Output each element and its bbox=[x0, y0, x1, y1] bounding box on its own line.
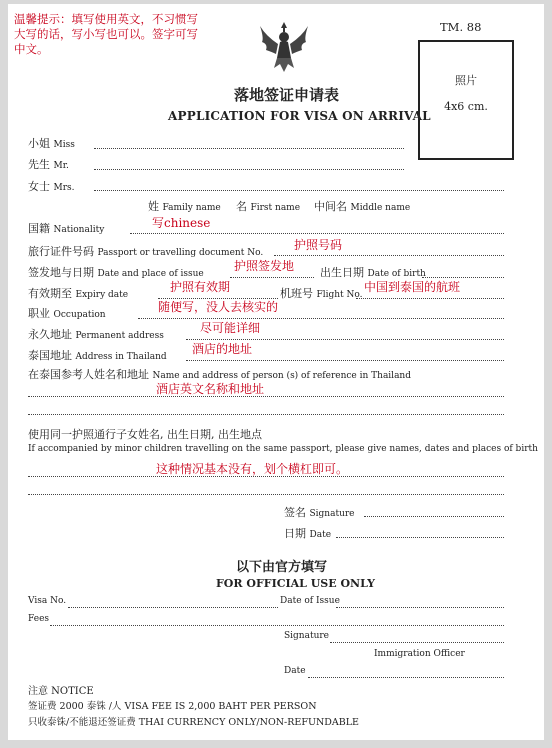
official-date-label: Date bbox=[284, 666, 306, 676]
nationality-field[interactable] bbox=[130, 233, 504, 234]
issue-field[interactable] bbox=[230, 277, 314, 278]
form-title-en: APPLICATION FOR VISA ON ARRIVAL bbox=[168, 109, 431, 123]
expiry-hint: 护照有效期 bbox=[170, 280, 231, 294]
signature-field[interactable] bbox=[364, 516, 504, 517]
issue-hint: 护照签发地 bbox=[234, 259, 295, 273]
passport-hint: 护照号码 bbox=[294, 238, 343, 252]
flight-field[interactable] bbox=[356, 298, 504, 299]
mr-field[interactable] bbox=[94, 169, 404, 170]
minor-children-field-line2[interactable] bbox=[28, 494, 504, 495]
notice-fee: 签证费 2000 泰铢 /人 VISA FEE IS 2,000 BAHT PER PERSON bbox=[28, 701, 317, 712]
visa-no-field[interactable] bbox=[68, 607, 278, 608]
mrs-field[interactable] bbox=[94, 190, 504, 191]
reference-field-line1[interactable] bbox=[28, 396, 504, 397]
official-date-field[interactable] bbox=[308, 677, 504, 678]
reference-hint: 酒店英文名称和地址 bbox=[156, 382, 265, 396]
date-of-issue-field[interactable] bbox=[336, 607, 504, 608]
tip-note-line: 中文。 bbox=[14, 42, 49, 56]
passport-field[interactable] bbox=[274, 255, 504, 256]
photo-size: 4x6 cm. bbox=[444, 100, 488, 113]
visa-no-label: Visa No. bbox=[28, 596, 67, 606]
birth-label: 出生日期 Date of birth bbox=[320, 266, 426, 279]
tip-note bbox=[14, 12, 274, 57]
middle-name-label: 中间名 Middle name bbox=[314, 200, 411, 213]
signature-label: 签名 Signature bbox=[284, 506, 355, 519]
fees-label: Fees bbox=[28, 614, 50, 624]
miss-field[interactable] bbox=[94, 148, 404, 149]
flight-label: 机班号 Flight No. bbox=[280, 287, 363, 300]
thailand-address-hint: 酒店的地址 bbox=[192, 342, 253, 356]
minor-children-label-cn: 使用同一护照通行子女姓名, 出生日期, 出生地点 bbox=[28, 428, 262, 441]
form-title-cn: 落地签证申请表 bbox=[234, 86, 340, 104]
occupation-field[interactable] bbox=[138, 318, 504, 319]
permanent-address-hint: 尽可能详细 bbox=[200, 321, 261, 335]
official-signature-label: Signature bbox=[284, 631, 330, 641]
nationality-label: 国籍 Nationality bbox=[28, 222, 105, 235]
photo-box bbox=[418, 40, 514, 160]
passport-label: 旅行证件号码 Passport or travelling document No. bbox=[28, 245, 264, 258]
date-label: 日期 Date bbox=[284, 527, 332, 540]
nationality-hint: 写chinese bbox=[152, 216, 211, 230]
tip-note-line: 温馨提示：填写使用英文，不习惯写 bbox=[14, 12, 198, 26]
immigration-officer-label: Immigration Officer bbox=[374, 649, 465, 659]
mr-label: 先生 Mr. bbox=[28, 158, 69, 171]
notice-title: 注意 NOTICE bbox=[28, 686, 94, 697]
visa-application-form bbox=[8, 4, 544, 740]
reference-field-line2[interactable] bbox=[28, 414, 504, 415]
date-field[interactable] bbox=[336, 537, 504, 538]
minor-children-label-en: If accompanied by minor children travelling on the same passport, please give names, dates and places of birth bbox=[28, 444, 538, 454]
photo-label: 照片 bbox=[455, 74, 477, 87]
flight-hint: 中国到泰国的航班 bbox=[364, 280, 461, 294]
minor-children-hint: 这种情况基本没有，划个横杠即可。 bbox=[156, 462, 349, 476]
permanent-address-label: 永久地址 Permanent address bbox=[28, 328, 164, 341]
occupation-label: 职业 Occupation bbox=[28, 307, 106, 320]
tip-note-line: 大写的话，写小写也可以。签字可写 bbox=[14, 27, 198, 41]
garuda-emblem-icon bbox=[258, 18, 310, 74]
form-number: TM. 88 bbox=[440, 20, 482, 34]
occupation-hint: 随便写，没人去核实的 bbox=[158, 300, 279, 314]
official-title-en: FOR OFFICIAL USE ONLY bbox=[216, 577, 375, 590]
reference-label: 在泰国参考人姓名和地址 Name and address of person (s) of reference in Thailand bbox=[28, 368, 411, 381]
family-name-label: 姓 Family name bbox=[148, 200, 221, 213]
official-signature-field[interactable] bbox=[330, 642, 504, 643]
issue-label: 签发地与日期 Date and place of issue bbox=[28, 266, 204, 279]
date-of-issue-label: Date of Issue bbox=[280, 596, 340, 606]
official-title-cn: 以下由官方填写 bbox=[236, 560, 328, 575]
fees-field[interactable] bbox=[50, 625, 504, 626]
thailand-address-field[interactable] bbox=[186, 360, 504, 361]
expiry-label: 有效期至 Expiry date bbox=[28, 287, 129, 300]
minor-children-field-line1[interactable] bbox=[28, 476, 504, 477]
thailand-address-label: 泰国地址 Address in Thailand bbox=[28, 349, 167, 362]
notice-currency: 只收泰铢/不能退还签证费 THAI CURRENCY ONLY/NON-REFUNDABLE bbox=[28, 717, 359, 728]
first-name-label: 名 First name bbox=[236, 200, 301, 213]
miss-label: 小姐 Miss bbox=[28, 137, 75, 150]
mrs-label: 女士 Mrs. bbox=[28, 180, 75, 193]
